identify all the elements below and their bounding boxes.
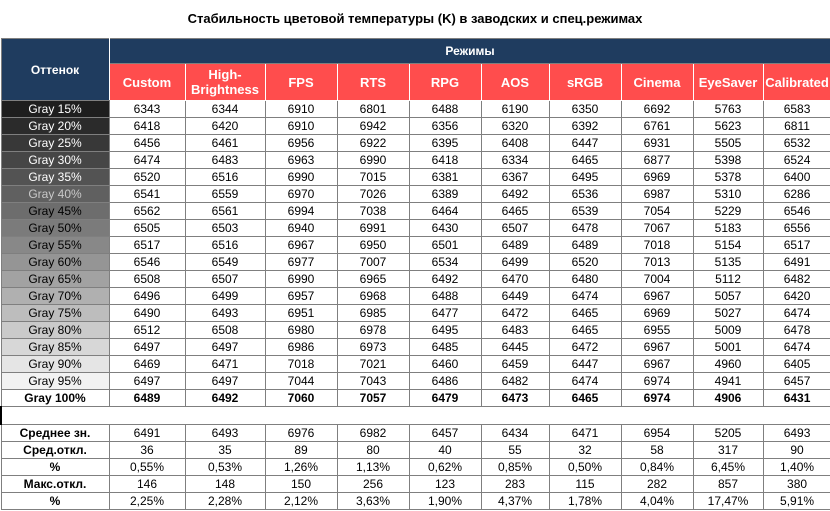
- stats-rows: [1, 425, 830, 510]
- table-row: [1, 254, 830, 271]
- value-cell: 6520: [109, 169, 185, 186]
- value-cell: 6456: [109, 135, 185, 152]
- value-cell: 6516: [185, 237, 265, 254]
- stats-value-cell: 115: [549, 476, 621, 493]
- value-cell: 6488: [409, 101, 481, 118]
- mode-header-cell: FPS: [265, 64, 337, 101]
- stats-label: Макс.откл.: [1, 476, 109, 493]
- value-cell: 6482: [481, 373, 549, 390]
- stats-row: [1, 425, 830, 442]
- table-row: [1, 373, 830, 390]
- value-cell: 6761: [621, 118, 693, 135]
- value-cell: 6465: [549, 152, 621, 169]
- value-cell: 6469: [109, 356, 185, 373]
- mode-header-row: [1, 64, 830, 101]
- value-cell: 6967: [621, 356, 693, 373]
- table-row: [1, 203, 830, 220]
- value-cell: 7038: [337, 203, 409, 220]
- value-cell: 6465: [481, 203, 549, 220]
- value-cell: 6478: [549, 220, 621, 237]
- value-cell: 6344: [185, 101, 265, 118]
- value-cell: 6497: [185, 339, 265, 356]
- temperature-table: [0, 38, 830, 510]
- table-row: [1, 118, 830, 135]
- value-cell: 5229: [693, 203, 763, 220]
- value-cell: 5398: [693, 152, 763, 169]
- value-cell: 6561: [185, 203, 265, 220]
- value-cell: 6460: [409, 356, 481, 373]
- stats-value-cell: 6471: [549, 425, 621, 442]
- value-cell: 7044: [265, 373, 337, 390]
- gray-level-label: Gray 90%: [1, 356, 109, 373]
- stats-value-cell: 1,90%: [409, 493, 481, 510]
- value-cell: 7007: [337, 254, 409, 271]
- table-row: [1, 305, 830, 322]
- stats-value-cell: 6,45%: [693, 459, 763, 476]
- modes-header: Режимы: [109, 39, 830, 64]
- stats-value-cell: 1,40%: [763, 459, 830, 476]
- value-cell: 4941: [693, 373, 763, 390]
- value-cell: 6495: [409, 322, 481, 339]
- value-cell: 6980: [265, 322, 337, 339]
- gray-level-label: Gray 30%: [1, 152, 109, 169]
- gray-level-label: Gray 40%: [1, 186, 109, 203]
- value-cell: 6482: [763, 271, 830, 288]
- value-cell: 7054: [621, 203, 693, 220]
- stats-value-cell: 380: [763, 476, 830, 493]
- gray-level-label: Gray 60%: [1, 254, 109, 271]
- value-cell: 6474: [763, 339, 830, 356]
- value-cell: 5112: [693, 271, 763, 288]
- table-row: [1, 152, 830, 169]
- value-cell: 6990: [265, 169, 337, 186]
- value-cell: 6381: [409, 169, 481, 186]
- gray-level-label: Gray 55%: [1, 237, 109, 254]
- value-cell: 6470: [481, 271, 549, 288]
- value-cell: 6496: [109, 288, 185, 305]
- value-cell: 6350: [549, 101, 621, 118]
- value-cell: 6465: [549, 305, 621, 322]
- stats-label: Сред.откл.: [1, 442, 109, 459]
- value-cell: 7067: [621, 220, 693, 237]
- value-cell: 5183: [693, 220, 763, 237]
- value-cell: 6472: [549, 339, 621, 356]
- table-row: [1, 237, 830, 254]
- stats-value-cell: 2,25%: [109, 493, 185, 510]
- value-cell: 6967: [265, 237, 337, 254]
- gray-rows: [1, 101, 830, 407]
- mode-header-cell: RTS: [337, 64, 409, 101]
- gray-level-label: Gray 80%: [1, 322, 109, 339]
- gray-level-label: Gray 25%: [1, 135, 109, 152]
- value-cell: 6492: [185, 390, 265, 407]
- value-cell: 6692: [621, 101, 693, 118]
- stats-value-cell: 5205: [693, 425, 763, 442]
- stats-value-cell: 123: [409, 476, 481, 493]
- value-cell: 6512: [109, 322, 185, 339]
- value-cell: 6974: [621, 373, 693, 390]
- value-cell: 6499: [481, 254, 549, 271]
- value-cell: 6488: [409, 288, 481, 305]
- value-cell: 6977: [265, 254, 337, 271]
- value-cell: 6534: [409, 254, 481, 271]
- stats-value-cell: 0,62%: [409, 459, 481, 476]
- value-cell: 6541: [109, 186, 185, 203]
- value-cell: 7018: [265, 356, 337, 373]
- stats-value-cell: 317: [693, 442, 763, 459]
- value-cell: 6497: [109, 373, 185, 390]
- stats-value-cell: 150: [265, 476, 337, 493]
- value-cell: 6408: [481, 135, 549, 152]
- value-cell: 6556: [763, 220, 830, 237]
- stats-value-cell: 36: [109, 442, 185, 459]
- value-cell: 6499: [185, 288, 265, 305]
- value-cell: 6491: [763, 254, 830, 271]
- value-cell: 6465: [549, 390, 621, 407]
- value-cell: 6990: [265, 271, 337, 288]
- value-cell: 5378: [693, 169, 763, 186]
- value-cell: 6963: [265, 152, 337, 169]
- value-cell: 6471: [185, 356, 265, 373]
- value-cell: 6994: [265, 203, 337, 220]
- stats-value-cell: 89: [265, 442, 337, 459]
- value-cell: 6392: [549, 118, 621, 135]
- value-cell: 6877: [621, 152, 693, 169]
- value-cell: 6430: [409, 220, 481, 237]
- stats-value-cell: 146: [109, 476, 185, 493]
- gray-level-label: Gray 15%: [1, 101, 109, 118]
- mode-header-cell: AOS: [481, 64, 549, 101]
- stats-value-cell: 283: [481, 476, 549, 493]
- value-cell: 6503: [185, 220, 265, 237]
- value-cell: 6583: [763, 101, 830, 118]
- value-cell: 6479: [409, 390, 481, 407]
- table-row: [1, 356, 830, 373]
- stats-value-cell: 4,37%: [481, 493, 549, 510]
- value-cell: 6950: [337, 237, 409, 254]
- value-cell: 7043: [337, 373, 409, 390]
- table-row: [1, 339, 830, 356]
- table-row: [1, 288, 830, 305]
- stats-value-cell: 1,26%: [265, 459, 337, 476]
- stats-value-cell: 6457: [409, 425, 481, 442]
- stats-value-cell: 55: [481, 442, 549, 459]
- value-cell: 6492: [409, 271, 481, 288]
- value-cell: 7015: [337, 169, 409, 186]
- value-cell: 6549: [185, 254, 265, 271]
- value-cell: 6334: [481, 152, 549, 169]
- gray-level-label: Gray 70%: [1, 288, 109, 305]
- spacer-cell: [1, 407, 830, 425]
- value-cell: 6367: [481, 169, 549, 186]
- value-cell: 6480: [549, 271, 621, 288]
- value-cell: 6356: [409, 118, 481, 135]
- value-cell: 6497: [185, 373, 265, 390]
- value-cell: 6478: [763, 322, 830, 339]
- mode-header-cell: sRGB: [549, 64, 621, 101]
- value-cell: 6447: [549, 135, 621, 152]
- shade-header: Оттенок: [1, 39, 109, 101]
- stats-value-cell: 6493: [763, 425, 830, 442]
- value-cell: 6973: [337, 339, 409, 356]
- value-cell: 6483: [185, 152, 265, 169]
- stats-value-cell: 4,04%: [621, 493, 693, 510]
- value-cell: 6418: [409, 152, 481, 169]
- value-cell: 6420: [185, 118, 265, 135]
- value-cell: 6516: [185, 169, 265, 186]
- gray-level-label: Gray 100%: [1, 390, 109, 407]
- stats-value-cell: 17,47%: [693, 493, 763, 510]
- value-cell: 6978: [337, 322, 409, 339]
- stats-value-cell: 6434: [481, 425, 549, 442]
- value-cell: 6489: [481, 237, 549, 254]
- value-cell: 6801: [337, 101, 409, 118]
- stats-row: [1, 459, 830, 476]
- value-cell: 6474: [763, 305, 830, 322]
- stats-value-cell: 32: [549, 442, 621, 459]
- value-cell: 6974: [621, 390, 693, 407]
- value-cell: 6474: [549, 373, 621, 390]
- value-cell: 6991: [337, 220, 409, 237]
- spacer-row: [1, 407, 830, 425]
- stats-value-cell: 857: [693, 476, 763, 493]
- gray-level-label: Gray 95%: [1, 373, 109, 390]
- value-cell: 6562: [109, 203, 185, 220]
- value-cell: 6489: [549, 237, 621, 254]
- gray-level-label: Gray 45%: [1, 203, 109, 220]
- stats-value-cell: 282: [621, 476, 693, 493]
- value-cell: 6495: [549, 169, 621, 186]
- value-cell: 6524: [763, 152, 830, 169]
- value-cell: 5763: [693, 101, 763, 118]
- value-cell: 6507: [185, 271, 265, 288]
- value-cell: 6546: [109, 254, 185, 271]
- value-cell: 5154: [693, 237, 763, 254]
- value-cell: 6965: [337, 271, 409, 288]
- value-cell: 6968: [337, 288, 409, 305]
- stats-row: [1, 476, 830, 493]
- gray-level-label: Gray 20%: [1, 118, 109, 135]
- value-cell: 6546: [763, 203, 830, 220]
- table-row: [1, 271, 830, 288]
- value-cell: 6447: [549, 356, 621, 373]
- mode-header-cell: Custom: [109, 64, 185, 101]
- value-cell: 6474: [549, 288, 621, 305]
- stats-value-cell: 6982: [337, 425, 409, 442]
- value-cell: 6956: [265, 135, 337, 152]
- value-cell: 6474: [109, 152, 185, 169]
- value-cell: 6461: [185, 135, 265, 152]
- value-cell: 6445: [481, 339, 549, 356]
- stats-value-cell: 0,55%: [109, 459, 185, 476]
- stats-value-cell: 2,12%: [265, 493, 337, 510]
- value-cell: 6483: [481, 322, 549, 339]
- value-cell: 5505: [693, 135, 763, 152]
- value-cell: 6501: [409, 237, 481, 254]
- value-cell: 7057: [337, 390, 409, 407]
- table-row: [1, 135, 830, 152]
- value-cell: 6486: [409, 373, 481, 390]
- table-row: [1, 101, 830, 118]
- mode-header-cell: RPG: [409, 64, 481, 101]
- value-cell: 6485: [409, 339, 481, 356]
- stats-value-cell: 2,28%: [185, 493, 265, 510]
- value-cell: 7004: [621, 271, 693, 288]
- table-row: [1, 322, 830, 339]
- value-cell: 6420: [763, 288, 830, 305]
- value-cell: 6400: [763, 169, 830, 186]
- value-cell: 6969: [621, 305, 693, 322]
- value-cell: 6942: [337, 118, 409, 135]
- stats-value-cell: 35: [185, 442, 265, 459]
- value-cell: 6190: [481, 101, 549, 118]
- stats-value-cell: 40: [409, 442, 481, 459]
- value-cell: 6505: [109, 220, 185, 237]
- value-cell: 6489: [109, 390, 185, 407]
- stats-value-cell: 0,85%: [481, 459, 549, 476]
- stats-value-cell: 6493: [185, 425, 265, 442]
- stats-row: [1, 493, 830, 510]
- value-cell: 6473: [481, 390, 549, 407]
- table-row: [1, 169, 830, 186]
- value-cell: 6465: [549, 322, 621, 339]
- value-cell: 6811: [763, 118, 830, 135]
- value-cell: 7060: [265, 390, 337, 407]
- value-cell: 6940: [265, 220, 337, 237]
- value-cell: 5310: [693, 186, 763, 203]
- value-cell: 6389: [409, 186, 481, 203]
- value-cell: 6969: [621, 169, 693, 186]
- value-cell: 6955: [621, 322, 693, 339]
- value-cell: 6536: [549, 186, 621, 203]
- value-cell: 7026: [337, 186, 409, 203]
- stats-value-cell: 1,78%: [549, 493, 621, 510]
- value-cell: 6431: [763, 390, 830, 407]
- value-cell: 7013: [621, 254, 693, 271]
- value-cell: 4960: [693, 356, 763, 373]
- table-row: [1, 390, 830, 407]
- stats-value-cell: 90: [763, 442, 830, 459]
- value-cell: 6951: [265, 305, 337, 322]
- value-cell: 6418: [109, 118, 185, 135]
- stats-value-cell: 5,91%: [763, 493, 830, 510]
- table-row: [1, 220, 830, 237]
- value-cell: 6286: [763, 186, 830, 203]
- page-title: Стабильность цветовой температуры (K) в заводских и спец.режимах: [187, 11, 643, 26]
- stats-value-cell: 0,84%: [621, 459, 693, 476]
- mode-header-cell: Cinema: [621, 64, 693, 101]
- value-cell: 6970: [265, 186, 337, 203]
- stats-label: Среднее зн.: [1, 425, 109, 442]
- value-cell: 6459: [481, 356, 549, 373]
- value-cell: 5009: [693, 322, 763, 339]
- value-cell: 6507: [481, 220, 549, 237]
- value-cell: 7018: [621, 237, 693, 254]
- value-cell: 5027: [693, 305, 763, 322]
- value-cell: 6343: [109, 101, 185, 118]
- gray-level-label: Gray 75%: [1, 305, 109, 322]
- stats-value-cell: 1,13%: [337, 459, 409, 476]
- value-cell: 5001: [693, 339, 763, 356]
- value-cell: 5623: [693, 118, 763, 135]
- gray-level-label: Gray 65%: [1, 271, 109, 288]
- value-cell: 6931: [621, 135, 693, 152]
- value-cell: 6508: [185, 322, 265, 339]
- value-cell: 6910: [265, 118, 337, 135]
- value-cell: 6457: [763, 373, 830, 390]
- value-cell: 6559: [185, 186, 265, 203]
- value-cell: 6957: [265, 288, 337, 305]
- mode-header-cell: EyeSaver: [693, 64, 763, 101]
- value-cell: 6967: [621, 288, 693, 305]
- table-row: [1, 186, 830, 203]
- value-cell: 6477: [409, 305, 481, 322]
- value-cell: 6922: [337, 135, 409, 152]
- value-cell: 4906: [693, 390, 763, 407]
- mode-header-cell: Calibrated: [763, 64, 830, 101]
- value-cell: 6985: [337, 305, 409, 322]
- stats-value-cell: 6954: [621, 425, 693, 442]
- value-cell: 6405: [763, 356, 830, 373]
- value-cell: 6497: [109, 339, 185, 356]
- value-cell: 6492: [481, 186, 549, 203]
- stats-value-cell: 256: [337, 476, 409, 493]
- value-cell: 6472: [481, 305, 549, 322]
- value-cell: 5135: [693, 254, 763, 271]
- stats-value-cell: 0,50%: [549, 459, 621, 476]
- value-cell: 6532: [763, 135, 830, 152]
- value-cell: 6539: [549, 203, 621, 220]
- value-cell: 6464: [409, 203, 481, 220]
- value-cell: 6967: [621, 339, 693, 356]
- stats-value-cell: 80: [337, 442, 409, 459]
- value-cell: 6990: [337, 152, 409, 169]
- stats-value-cell: 6491: [109, 425, 185, 442]
- value-cell: 6517: [109, 237, 185, 254]
- value-cell: 6910: [265, 101, 337, 118]
- value-cell: 5057: [693, 288, 763, 305]
- stats-value-cell: 6976: [265, 425, 337, 442]
- stats-label: %: [1, 493, 109, 510]
- value-cell: 6986: [265, 339, 337, 356]
- gray-level-label: Gray 35%: [1, 169, 109, 186]
- value-cell: 6517: [763, 237, 830, 254]
- value-cell: 6449: [481, 288, 549, 305]
- gray-level-label: Gray 85%: [1, 339, 109, 356]
- value-cell: 6490: [109, 305, 185, 322]
- value-cell: 6987: [621, 186, 693, 203]
- value-cell: 6320: [481, 118, 549, 135]
- value-cell: 7021: [337, 356, 409, 373]
- value-cell: 6520: [549, 254, 621, 271]
- value-cell: 6508: [109, 271, 185, 288]
- value-cell: 6395: [409, 135, 481, 152]
- stats-value-cell: 0,53%: [185, 459, 265, 476]
- stats-value-cell: 3,63%: [337, 493, 409, 510]
- stats-row: [1, 442, 830, 459]
- gray-level-label: Gray 50%: [1, 220, 109, 237]
- stats-value-cell: 148: [185, 476, 265, 493]
- mode-header-cell: High-Brightness: [185, 64, 265, 101]
- stats-value-cell: 58: [621, 442, 693, 459]
- stats-label: %: [1, 459, 109, 476]
- value-cell: 6493: [185, 305, 265, 322]
